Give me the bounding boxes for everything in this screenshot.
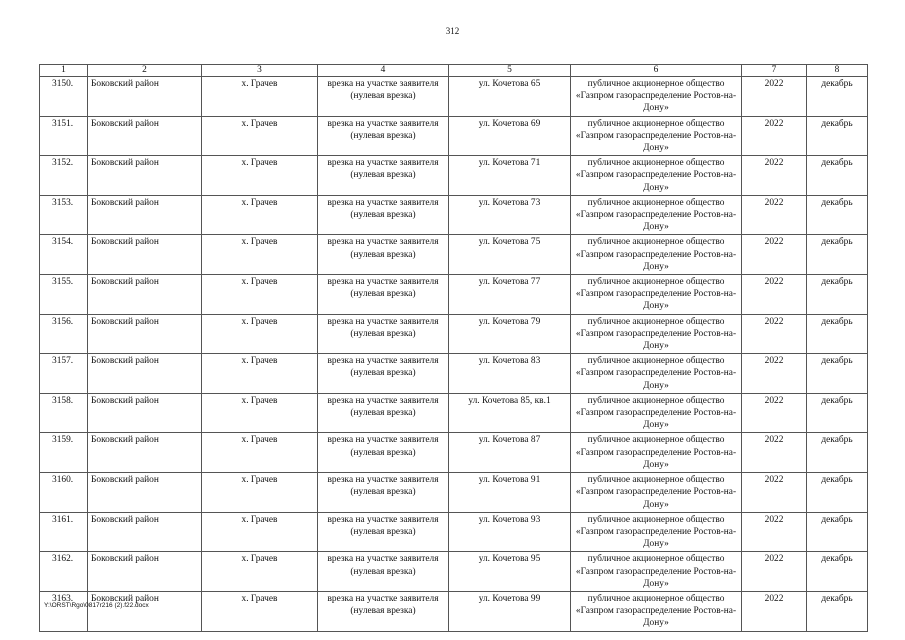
year-cell: 2022 bbox=[742, 433, 807, 473]
address-cell: ул. Кочетова 71 bbox=[449, 156, 571, 196]
month-cell: декабрь bbox=[807, 473, 868, 513]
data-table bbox=[39, 64, 868, 632]
organization-cell: публичное акционерное общество «Газпром газораспределение Ростов-на-Дону» bbox=[571, 116, 742, 156]
organization-cell: публичное акционерное общество «Газпром газораспределение Ростов-на-Дону» bbox=[571, 393, 742, 433]
table-row bbox=[40, 512, 868, 552]
row-number-cell: 3160. bbox=[40, 473, 88, 513]
organization-cell: публичное акционерное общество «Газпром газораспределение Ростов-на-Дону» bbox=[571, 354, 742, 394]
month-cell: декабрь bbox=[807, 552, 868, 592]
table-row bbox=[40, 354, 868, 394]
address-cell: ул. Кочетова 85, кв.1 bbox=[449, 393, 571, 433]
settlement-cell: х. Грачев bbox=[202, 591, 318, 631]
year-cell: 2022 bbox=[742, 393, 807, 433]
row-number-cell: 3163. bbox=[40, 591, 88, 631]
connection-type-cell: врезка на участке заявителя (нулевая врезка) bbox=[318, 116, 449, 156]
table-row bbox=[40, 552, 868, 592]
district-cell: Боковский район bbox=[88, 314, 202, 354]
month-cell: декабрь bbox=[807, 195, 868, 235]
year-cell: 2022 bbox=[742, 195, 807, 235]
year-cell: 2022 bbox=[742, 116, 807, 156]
year-cell: 2022 bbox=[742, 77, 807, 117]
connection-type-cell: врезка на участке заявителя (нулевая врезка) bbox=[318, 433, 449, 473]
table-row bbox=[40, 116, 868, 156]
organization-cell: публичное акционерное общество «Газпром газораспределение Ростов-на-Дону» bbox=[571, 235, 742, 275]
connection-type-cell: врезка на участке заявителя (нулевая врезка) bbox=[318, 354, 449, 394]
month-cell: декабрь bbox=[807, 591, 868, 631]
column-number: 3 bbox=[202, 65, 318, 77]
organization-cell: публичное акционерное общество «Газпром газораспределение Ростов-на-Дону» bbox=[571, 512, 742, 552]
settlement-cell: х. Грачев bbox=[202, 354, 318, 394]
year-cell: 2022 bbox=[742, 591, 807, 631]
settlement-cell: х. Грачев bbox=[202, 195, 318, 235]
organization-cell: публичное акционерное общество «Газпром газораспределение Ростов-на-Дону» bbox=[571, 591, 742, 631]
connection-type-cell: врезка на участке заявителя (нулевая врезка) bbox=[318, 77, 449, 117]
column-number: 1 bbox=[40, 65, 88, 77]
address-cell: ул. Кочетова 75 bbox=[449, 235, 571, 275]
row-number-cell: 3161. bbox=[40, 512, 88, 552]
table-row bbox=[40, 314, 868, 354]
address-cell: ул. Кочетова 73 bbox=[449, 195, 571, 235]
connection-type-cell: врезка на участке заявителя (нулевая врезка) bbox=[318, 156, 449, 196]
year-cell: 2022 bbox=[742, 156, 807, 196]
address-cell: ул. Кочетова 99 bbox=[449, 591, 571, 631]
district-cell: Боковский район bbox=[88, 275, 202, 315]
row-number-cell: 3162. bbox=[40, 552, 88, 592]
district-cell: Боковский район bbox=[88, 235, 202, 275]
column-number: 5 bbox=[449, 65, 571, 77]
district-cell: Боковский район bbox=[88, 156, 202, 196]
year-cell: 2022 bbox=[742, 473, 807, 513]
year-cell: 2022 bbox=[742, 314, 807, 354]
month-cell: декабрь bbox=[807, 116, 868, 156]
address-cell: ул. Кочетова 65 bbox=[449, 77, 571, 117]
address-cell: ул. Кочетова 87 bbox=[449, 433, 571, 473]
row-number-cell: 3157. bbox=[40, 354, 88, 394]
organization-cell: публичное акционерное общество «Газпром газораспределение Ростов-на-Дону» bbox=[571, 77, 742, 117]
district-cell: Боковский район bbox=[88, 354, 202, 394]
district-cell: Боковский район bbox=[88, 433, 202, 473]
address-cell: ул. Кочетова 93 bbox=[449, 512, 571, 552]
month-cell: декабрь bbox=[807, 354, 868, 394]
settlement-cell: х. Грачев bbox=[202, 156, 318, 196]
table-row bbox=[40, 156, 868, 196]
organization-cell: публичное акционерное общество «Газпром газораспределение Ростов-на-Дону» bbox=[571, 314, 742, 354]
organization-cell: публичное акционерное общество «Газпром газораспределение Ростов-на-Дону» bbox=[571, 156, 742, 196]
year-cell: 2022 bbox=[742, 512, 807, 552]
settlement-cell: х. Грачев bbox=[202, 512, 318, 552]
month-cell: декабрь bbox=[807, 314, 868, 354]
connection-type-cell: врезка на участке заявителя (нулевая врезка) bbox=[318, 314, 449, 354]
month-cell: декабрь bbox=[807, 156, 868, 196]
table-row bbox=[40, 195, 868, 235]
month-cell: декабрь bbox=[807, 235, 868, 275]
district-cell: Боковский район bbox=[88, 473, 202, 513]
month-cell: декабрь bbox=[807, 433, 868, 473]
connection-type-cell: врезка на участке заявителя (нулевая врезка) bbox=[318, 275, 449, 315]
column-number: 4 bbox=[318, 65, 449, 77]
row-number-cell: 3158. bbox=[40, 393, 88, 433]
year-cell: 2022 bbox=[742, 275, 807, 315]
organization-cell: публичное акционерное общество «Газпром газораспределение Ростов-на-Дону» bbox=[571, 433, 742, 473]
row-number-cell: 3151. bbox=[40, 116, 88, 156]
organization-cell: публичное акционерное общество «Газпром газораспределение Ростов-на-Дону» bbox=[571, 473, 742, 513]
file-path-footer: Y:\ORST\Rgo\0817r216 (2).f22.docx bbox=[44, 602, 149, 609]
table-row bbox=[40, 275, 868, 315]
settlement-cell: х. Грачев bbox=[202, 433, 318, 473]
column-number: 8 bbox=[807, 65, 868, 77]
address-cell: ул. Кочетова 83 bbox=[449, 354, 571, 394]
column-number: 7 bbox=[742, 65, 807, 77]
district-cell: Боковский район bbox=[88, 512, 202, 552]
table-row bbox=[40, 473, 868, 513]
district-cell: Боковский район bbox=[88, 393, 202, 433]
year-cell: 2022 bbox=[742, 235, 807, 275]
connection-type-cell: врезка на участке заявителя (нулевая врезка) bbox=[318, 393, 449, 433]
organization-cell: публичное акционерное общество «Газпром газораспределение Ростов-на-Дону» bbox=[571, 552, 742, 592]
column-number: 6 bbox=[571, 65, 742, 77]
column-number: 2 bbox=[88, 65, 202, 77]
connection-type-cell: врезка на участке заявителя (нулевая врезка) bbox=[318, 235, 449, 275]
settlement-cell: х. Грачев bbox=[202, 275, 318, 315]
connection-type-cell: врезка на участке заявителя (нулевая врезка) bbox=[318, 591, 449, 631]
table-row bbox=[40, 77, 868, 117]
connection-type-cell: врезка на участке заявителя (нулевая врезка) bbox=[318, 195, 449, 235]
connection-type-cell: врезка на участке заявителя (нулевая врезка) bbox=[318, 512, 449, 552]
district-cell: Боковский район bbox=[88, 77, 202, 117]
district-cell: Боковский район bbox=[88, 195, 202, 235]
month-cell: декабрь bbox=[807, 512, 868, 552]
year-cell: 2022 bbox=[742, 552, 807, 592]
settlement-cell: х. Грачев bbox=[202, 235, 318, 275]
row-number-cell: 3159. bbox=[40, 433, 88, 473]
month-cell: декабрь bbox=[807, 275, 868, 315]
table-row bbox=[40, 433, 868, 473]
district-cell: Боковский район bbox=[88, 591, 202, 631]
organization-cell: публичное акционерное общество «Газпром газораспределение Ростов-на-Дону» bbox=[571, 275, 742, 315]
address-cell: ул. Кочетова 69 bbox=[449, 116, 571, 156]
settlement-cell: х. Грачев bbox=[202, 116, 318, 156]
settlement-cell: х. Грачев bbox=[202, 314, 318, 354]
connection-type-cell: врезка на участке заявителя (нулевая врезка) bbox=[318, 473, 449, 513]
address-cell: ул. Кочетова 91 bbox=[449, 473, 571, 513]
row-number-cell: 3156. bbox=[40, 314, 88, 354]
year-cell: 2022 bbox=[742, 354, 807, 394]
address-cell: ул. Кочетова 77 bbox=[449, 275, 571, 315]
address-cell: ул. Кочетова 79 bbox=[449, 314, 571, 354]
row-number-cell: 3153. bbox=[40, 195, 88, 235]
district-cell: Боковский район bbox=[88, 116, 202, 156]
district-cell: Боковский район bbox=[88, 552, 202, 592]
page-number: 312 bbox=[445, 26, 460, 36]
row-number-cell: 3154. bbox=[40, 235, 88, 275]
month-cell: декабрь bbox=[807, 393, 868, 433]
settlement-cell: х. Грачев bbox=[202, 77, 318, 117]
row-number-cell: 3150. bbox=[40, 77, 88, 117]
table-row bbox=[40, 591, 868, 631]
organization-cell: публичное акционерное общество «Газпром газораспределение Ростов-на-Дону» bbox=[571, 195, 742, 235]
connection-type-cell: врезка на участке заявителя (нулевая врезка) bbox=[318, 552, 449, 592]
settlement-cell: х. Грачев bbox=[202, 552, 318, 592]
settlement-cell: х. Грачев bbox=[202, 473, 318, 513]
column-number-row bbox=[40, 65, 868, 77]
row-number-cell: 3152. bbox=[40, 156, 88, 196]
address-cell: ул. Кочетова 95 bbox=[449, 552, 571, 592]
table-row bbox=[40, 393, 868, 433]
month-cell: декабрь bbox=[807, 77, 868, 117]
table-row bbox=[40, 235, 868, 275]
row-number-cell: 3155. bbox=[40, 275, 88, 315]
settlement-cell: х. Грачев bbox=[202, 393, 318, 433]
